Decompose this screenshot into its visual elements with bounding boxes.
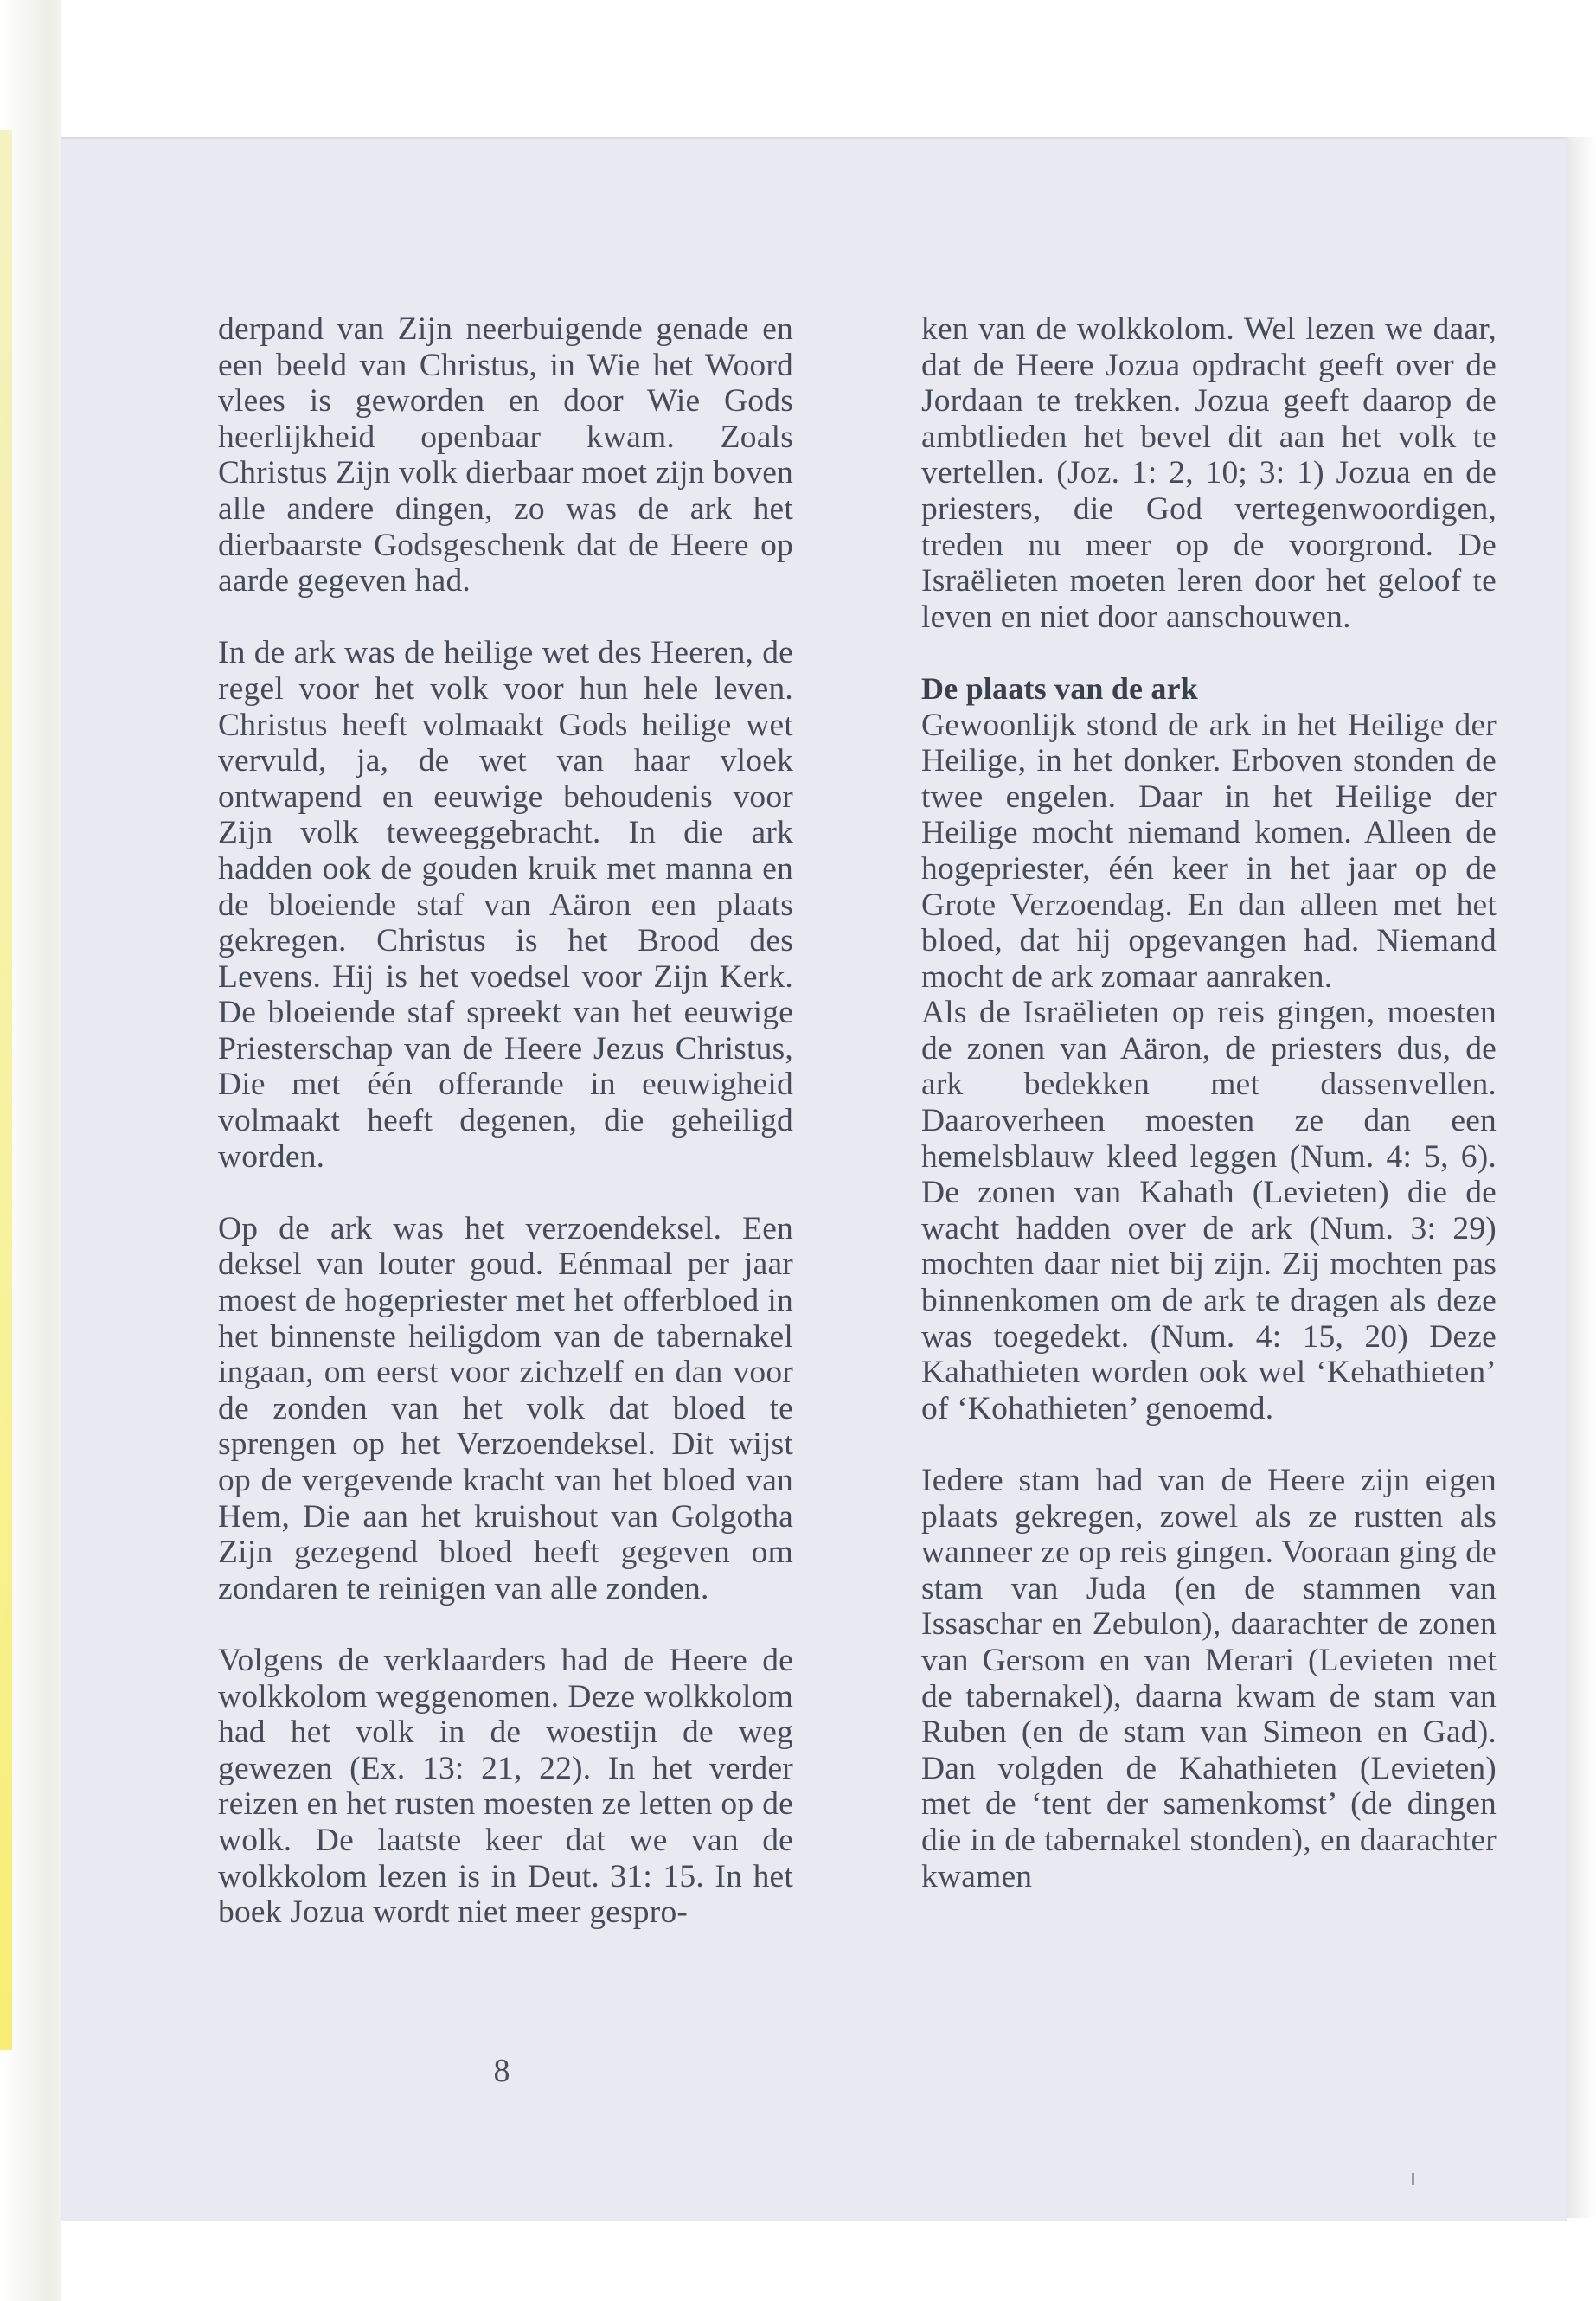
left-paragraph-3: Op de ark was het verzoendeksel. Een deksel van louter goud. Eénmaal per jaar moest de hogepriester met het offerbloed in het binnenste heiligdom van de tabernakel ingaan, om eerst voor zichzelf en dan voor de zonden van het volk dat bloed te sprengen op het Verzoendeksel. Dit wijst op de vergevende kracht van het bloed van Hem, Die aan het kruishout van Golgotha Zijn gezegend bloed heeft gegeven om zondaren te reinigen van alle zonden. [218, 1210, 793, 1606]
book-edge-stripe [0, 130, 12, 2050]
scan-speck [1412, 2173, 1414, 2185]
right-paragraph-1: Gewoonlijk stond de ark in het Heilige der Heilige, in het donker. Erboven stonden de twee engelen. Daar in het Heilige der Heilige mocht niemand komen. Alleen de hogepriester, één keer in het jaar op de Grote Verzoendag. En dan alleen met het bloed, dat hij opgevangen had. Niemand mocht de ark zomaar aanraken. [921, 707, 1497, 995]
page-number: 8 [493, 2053, 510, 2089]
right-intro-paragraph: ken van de wolkkolom. Wel lezen we daar, dat de Heere Jozua opdracht geeft over de Jordaan te trekken. Jozua geeft daarop de ambtlieden het bevel dit aan het volk te vertellen. (Joz. 1: 2, 10; 3: 1) Jozua en de priesters, die God vertegenwoordigen, treden nu meer op de voorgrond. De Israëlieten moeten leren door het geloof te leven en niet door aanschouwen. [921, 311, 1497, 635]
right-column [921, 311, 1497, 1894]
section-heading: De plaats van de ark [921, 670, 1199, 706]
right-closing-paragraph: Iedere stam had van de Heere zijn eigen plaats gekregen, zowel als ze rustten als wanneer ze op reis gingen. Vooraan ging de stam van Juda (en de stammen van Issaschar en Zebulon), daarachter de zonen van Gersom en van Merari (Levieten met de tabernakel), daarna kwam de stam van Ruben (en de stam van Simeon en Gad). Dan volgden de Kahathieten (Levieten) met de ‘tent der samenkomst’ (de dingen die in de tabernakel stonden), en daarachter kwamen [921, 1463, 1497, 1894]
right-paragraph-2: Als de Israëlieten op reis gingen, moesten de zonen van Aäron, de priesters dus, de ark bedekken met dassenvellen. Daaroverheen moesten ze dan een hemelsblauw kleed leggen (Num. 4: 5, 6). De zonen van Kahath (Levieten) die de wacht hadden over de ark (Num. 3: 29) mochten daar niet bij zijn. Zij mochten pas binnenkomen om de ark te dragen als deze was toegedekt. (Num. 4: 15, 20) Deze Kahathieten worden ook wel ‘Kehathieten’ of ‘Kohathieten’ genoemd. [921, 995, 1497, 1426]
left-paragraph-1: derpand van Zijn neerbuigende genade en een beeld van Christus, in Wie het Woord vlees is geworden en door Wie Gods heerlijkheid openbaar kwam. Zoals Christus Zijn volk dierbaar moet zijn boven alle andere dingen, zo was de ark het dierbaarste Godsgeschenk dat de Heere op aarde gegeven had. [218, 311, 793, 599]
left-paragraph-2: In de ark was de heilige wet des Heeren, de regel voor het volk voor hun hele leven. Christus heeft volmaakt Gods heilige wet vervuld, ja, de wet van haar vloek ontwapend en eeuwige behoudenis voor Zijn volk teweeggebracht. In die ark hadden ook de gouden kruik met manna en de bloeiende staf van Aäron een plaats gekregen. Christus is het Brood des Levens. Hij is het voedsel voor Zijn Kerk. De bloeiende staf spreekt van het eeuwige Priesterschap van de Heere Jezus Christus, Die met één offerande in eeuwigheid volmaakt heeft degenen, die geheiligd worden. [218, 635, 793, 1175]
left-paragraph-4: Volgens de verklaarders had de Heere de wolkkolom weggenomen. Deze wolkkolom had het volk in de woestijn de weg gewezen (Ex. 13: 21, 22). In het verder reizen en het rusten moesten ze letten op de wolk. De laatste keer dat we van de wolkkolom lezen is in Deut. 31: 15. In het boek Jozua wordt niet meer gespro- [218, 1642, 793, 1931]
left-column [218, 311, 793, 1931]
